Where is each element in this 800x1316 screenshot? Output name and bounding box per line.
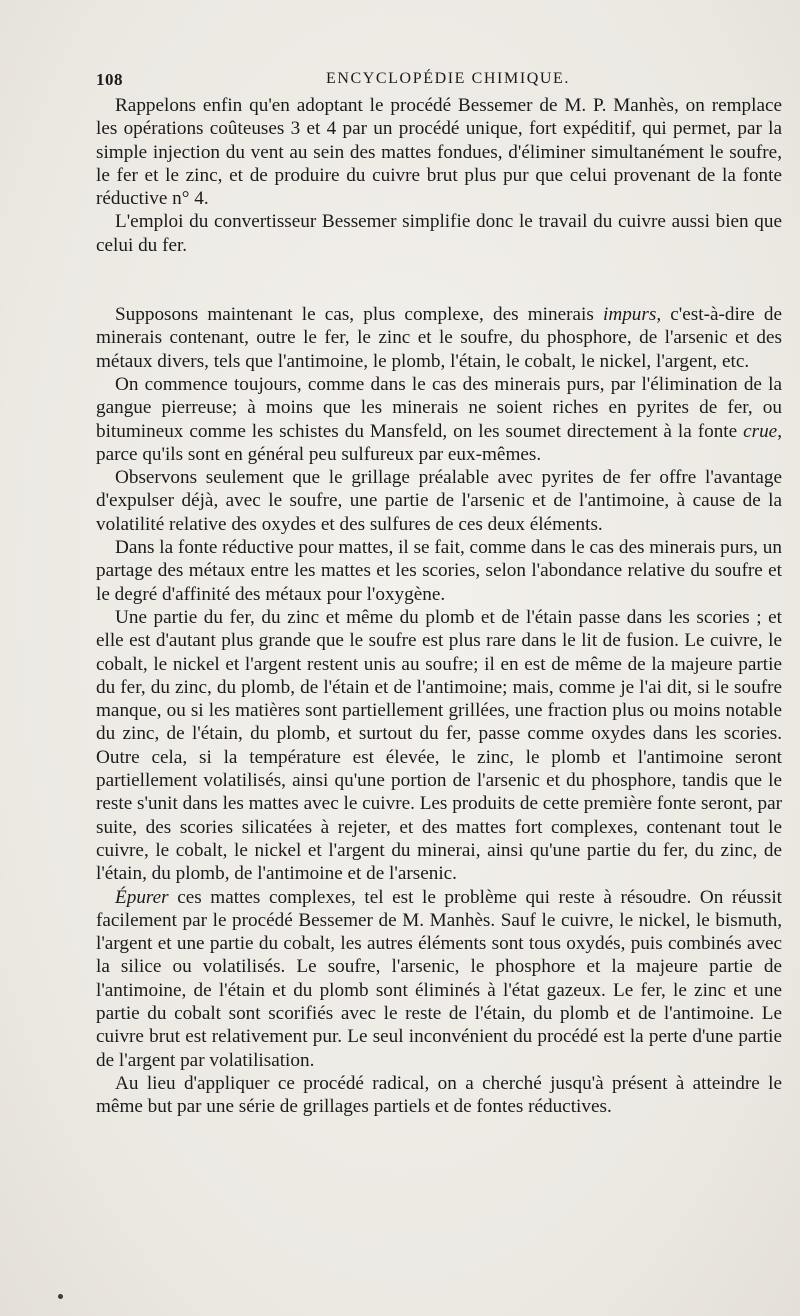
paragraph-text: On commence toujours, comme dans le cas des minerais purs, par l'élimination de la gangue pierreuse; à moins que les minerais ne soient riches en pyrites de fer, ou bitumineux comme les schistes du Mansfeld, on les soumet directement à la fonte bbox=[96, 373, 782, 442]
paragraph-text: , parce qu'ils sont en général peu sulfureux par eux-mêmes. bbox=[96, 420, 782, 465]
paragraph bbox=[96, 210, 782, 257]
paragraph bbox=[96, 536, 782, 606]
paragraph-text: Observons seulement que le grillage préalable avec pyrites de fer offre l'avantage d'expulser déjà, avec le soufre, une partie de l'arsenic et de l'antimoine, à cause de la volatilité relative des oxydes et des sulfures de ces deux éléments. bbox=[96, 467, 782, 535]
paragraph-text: Une partie du fer, du zinc et même du plomb et de l'étain passe dans les scories ; et elle est d'autant plus grande que le soufre est plus rare dans le lit de fusion. Le cuivre, le cobalt, le nickel et l'argent restent unis au soufre; il en est de même de la majeure partie du fer, du zinc, du plomb, de l'étain et de l'antimoine; mais, comme je l'ai dit, si le soufre manque, ou si les matières sont partiellement grillées, une fraction plus ou moins notable du zinc, de l'étain, du plomb, et surtout du fer, passe comme oxydes dans les scories. Outre cela, si la température est élevée, le zinc, le plomb et l'antimoine seront partiellement volatilisés, ainsi qu'une portion de l'arsenic et du phosphore, tandis que le reste s'unit dans les mattes avec le cuivre. Les produits de cette première fonte seront, par suite, des scories silicatées à rejeter, et des mattes fort complexes, contenant tout le cuivre, le cobalt, le nickel et l'argent du minerai, ainsi qu'une partie du fer, du zinc, de l'étain, du plomb, de l'antimoine et de l'arsenic. bbox=[96, 606, 782, 885]
running-title: ENCYCLOPÉDIE CHIMIQUE. bbox=[325, 70, 571, 87]
body-text bbox=[96, 94, 782, 1118]
margin-dot bbox=[58, 1294, 63, 1299]
paragraph-text: Dans la fonte réductive pour mattes, il se fait, comme dans le cas des minerais purs, un partage des métaux entre les mattes et les scories, selon l'abondance relative du soufre et le degré d'affinité des métaux pour l'oxygène. bbox=[96, 537, 782, 605]
paragraph-text: Supposons maintenant le cas, plus complexe, des minerais bbox=[115, 304, 603, 326]
paragraph bbox=[96, 303, 782, 373]
paragraph bbox=[96, 606, 782, 886]
paragraph bbox=[96, 1072, 782, 1119]
italic-term: impurs bbox=[603, 304, 657, 326]
paragraph bbox=[96, 94, 782, 210]
paragraph bbox=[96, 466, 782, 536]
paragraph bbox=[96, 373, 782, 466]
paragraph-text: L'emploi du convertisseur Bessemer simplifie donc le travail du cuivre aussi bien que celui du fer. bbox=[96, 211, 782, 256]
paragraph bbox=[96, 886, 782, 1072]
paragraph-text: Au lieu d'appliquer ce procédé radical, on a cherché jusqu'à présent à atteindre le même but par une série de grillages partiels et de fontes réductives. bbox=[96, 1072, 782, 1118]
paragraph-text: , c'est-à-dire de minerais contenant, outre le fer, le zinc et le soufre, du phosphore, de l'arsenic et des métaux divers, tels que l'antimoine, le plomb, l'étain, le cobalt, le nickel, l'argent, etc. bbox=[96, 304, 782, 372]
page-number: 108 bbox=[96, 70, 123, 89]
page-header bbox=[96, 70, 780, 94]
italic-term: crue bbox=[743, 420, 778, 442]
paragraph-text: Rappelons enfin qu'en adoptant le procédé Bessemer de M. P. Manhès, on remplace les opérations coûteuses 3 et 4 par un procédé unique, fort expéditif, qui permet, par la simple injection du vent au sein des mattes fondues, d'éliminer simultanément le soufre, le fer et le zinc, et de produire du cuivre brut plus pur que celui provenant de la fonte réductive n° 4. bbox=[96, 95, 782, 210]
italic-term: Épurer bbox=[115, 886, 169, 908]
paragraph-text: ces mattes complexes, tel est le problème qui reste à résoudre. On réussit facilement par le procédé Bessemer de M. Manhès. Sauf le cuivre, le nickel, le bismuth, l'argent et une partie du cobalt, les autres éléments sont tous oxydés, puis combinés avec la silice ou volatilisés. Le soufre, l'arsenic, le phosphore et la majeure partie de l'antimoine, de l'étain et du plomb sont éliminés à l'état gazeux. Le fer, le zinc et une partie du cobalt sont scorifiés avec le reste de l'étain, du plomb et de l'antimoine. Le cuivre brut est relativement pur. Le seul inconvénient du procédé est la perte d'une partie de l'argent par volatilisation. bbox=[96, 886, 782, 1071]
